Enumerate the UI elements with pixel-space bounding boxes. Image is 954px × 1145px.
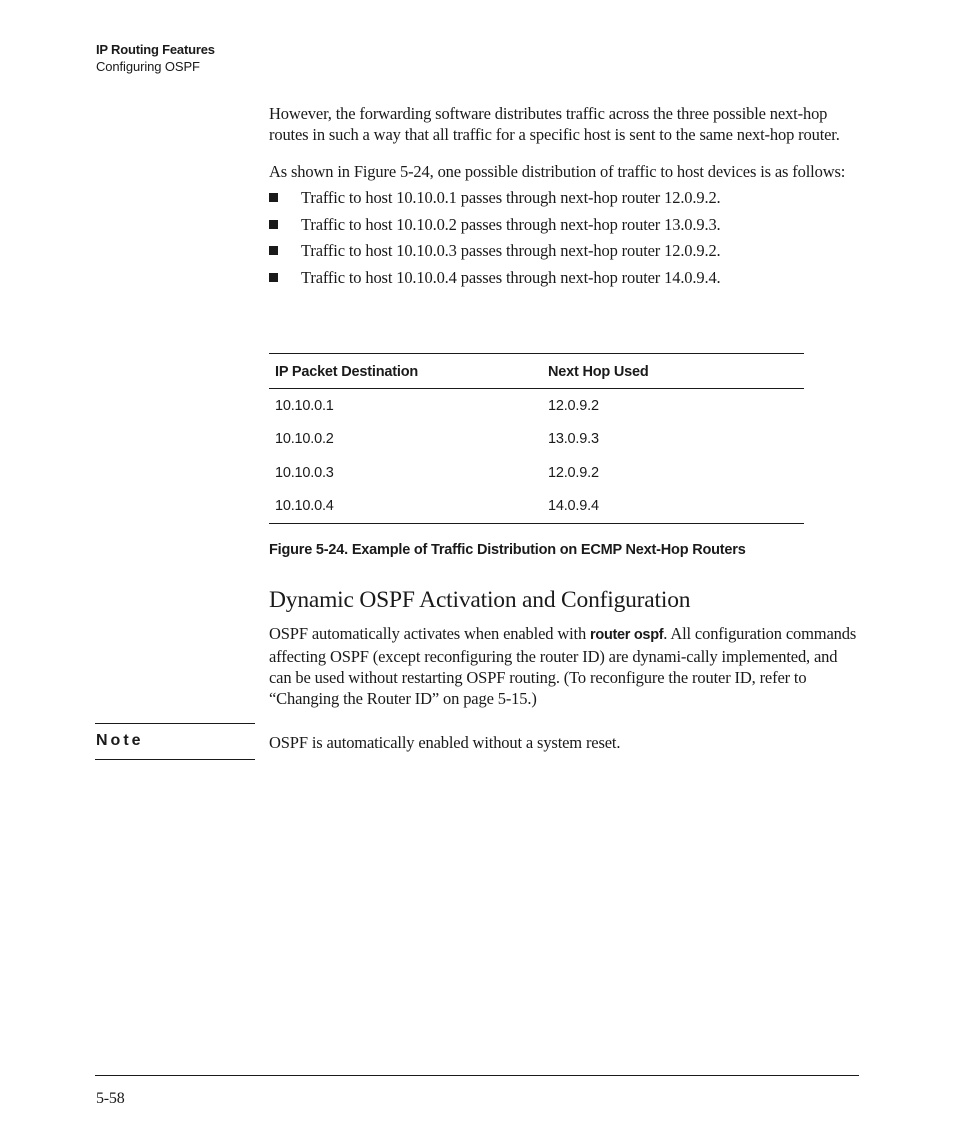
- list-item-text: Traffic to host 10.10.0.1 passes through next-hop router 12.0.9.2.: [301, 188, 721, 207]
- table-row: [269, 389, 804, 423]
- list-item: [269, 240, 859, 261]
- table-cell-next-hop: 12.0.9.2: [548, 397, 599, 414]
- square-bullet-icon: [269, 246, 278, 255]
- square-bullet-icon: [269, 273, 278, 282]
- list-item: [269, 267, 859, 288]
- page-number: 5-58: [96, 1090, 125, 1107]
- header-subsection-title: Configuring OSPF: [96, 59, 200, 74]
- note-label: Note: [96, 732, 144, 749]
- table-row: [269, 456, 804, 490]
- figure-caption: Figure 5-24. Example of Traffic Distribution on ECMP Next-Hop Routers: [269, 542, 746, 558]
- paragraph-distribution: As shown in Figure 5-24, one possible distribution of traffic to host devices is as follows:: [269, 162, 846, 181]
- section-heading: Dynamic OSPF Activation and Configuration: [269, 587, 691, 613]
- body-text-before: OSPF automatically activates when enabled with: [269, 624, 591, 643]
- list-item-text: Traffic to host 10.10.0.4 passes through next-hop router 14.0.9.4.: [301, 267, 721, 287]
- table-cell-next-hop: 14.0.9.4: [542, 490, 804, 524]
- paragraph-ospf-activation: [269, 623, 859, 709]
- column-header-destination: IP Packet Destination: [269, 354, 542, 389]
- running-header: [96, 41, 215, 75]
- column-header-next-hop: Next Hop Used: [542, 354, 804, 389]
- bullet-list: [269, 187, 859, 288]
- header-section-title: IP Routing Features: [96, 42, 215, 57]
- paragraph-forwarding: However, the forwarding software distributes traffic across the three possible next-hop routes in such a way that all traffic for a specific host is sent to the same next-hop router.: [269, 104, 840, 144]
- table-cell-destination: 10.10.0.1: [275, 397, 334, 414]
- command-router-ospf: router ospf: [590, 627, 664, 643]
- table-header-row: [269, 354, 804, 389]
- section-body: [269, 623, 859, 709]
- square-bullet-icon: [269, 220, 278, 229]
- table-row: [269, 423, 804, 457]
- table-cell-next-hop: 13.0.9.3: [548, 431, 599, 448]
- note-text: OSPF is automatically enabled without a system reset.: [269, 733, 621, 752]
- body-text-after: . All configuration commands affecting OSPF (except reconfiguring the router ID) are dynami-cally implemented, and can be used without restarting OSPF routing. (To reconfigure the router ID, refer to “Changing the Router ID” on page 5-15.): [269, 624, 857, 708]
- square-bullet-icon: [269, 193, 278, 202]
- table-row: [269, 490, 804, 524]
- table-cell-destination: 10.10.0.3: [275, 464, 334, 481]
- list-item: [269, 187, 859, 208]
- list-item-text: Traffic to host 10.10.0.2 passes through next-hop router 13.0.9.3.: [301, 214, 721, 234]
- table-cell-next-hop: 12.0.9.2: [548, 464, 599, 481]
- table-cell-destination: 10.10.0.4: [269, 490, 542, 524]
- footer-rule: [95, 1075, 859, 1076]
- traffic-distribution-table: [269, 353, 804, 524]
- note-label-box: [95, 723, 255, 760]
- intro-content: [269, 103, 859, 293]
- list-item-text: Traffic to host 10.10.0.3 passes through next-hop router 12.0.9.2.: [301, 241, 721, 260]
- table-cell-destination: 10.10.0.2: [275, 431, 334, 448]
- list-item: [269, 214, 859, 235]
